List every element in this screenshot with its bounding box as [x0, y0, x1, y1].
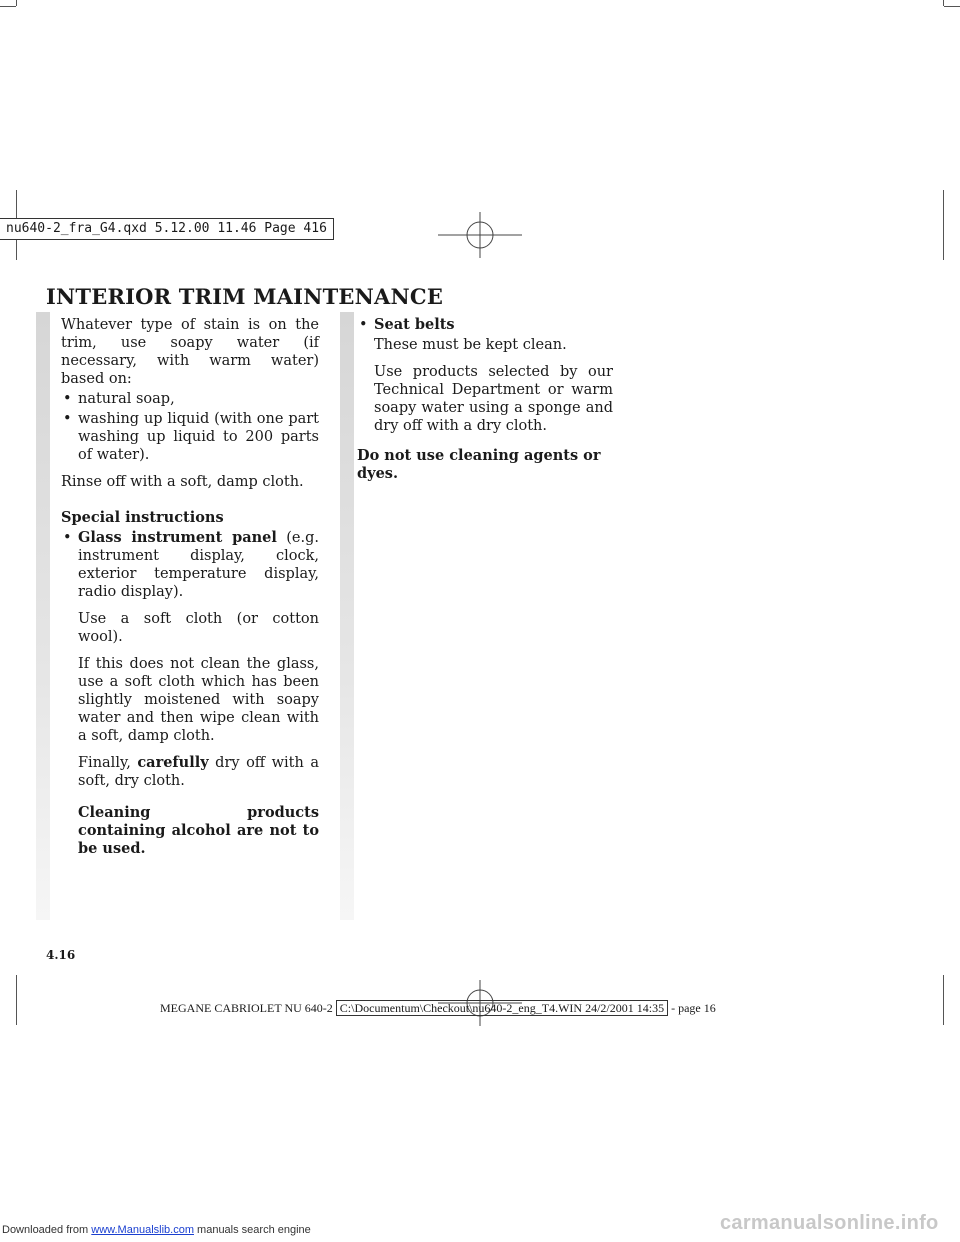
list-item [61, 410, 319, 464]
bullet-icon: • [63, 530, 72, 546]
right-column [357, 316, 613, 492]
special-instructions-heading: Special instructions [61, 509, 224, 526]
alcohol-warning: Cleaning products containing alcohol are not to be used. [78, 804, 319, 857]
manualslib-link[interactable]: www.Manualslib.com [91, 1224, 194, 1236]
margin-bar [340, 312, 354, 920]
download-suffix: manuals search engine [193, 1224, 311, 1236]
glass-panel-text: (e.g. instrument display, clock, exterior temperature display, radio display). [78, 530, 319, 600]
page-number: 4.16 [46, 948, 76, 962]
rinse-paragraph: Rinse off with a soft, damp cloth. [61, 474, 304, 490]
bullet-icon: • [63, 411, 72, 427]
watermark: carmanualsonline.info [720, 1212, 939, 1234]
footer-model: MEGANE CABRIOLET NU 640-2 [160, 1001, 333, 1015]
download-prefix: Downloaded from [2, 1224, 92, 1236]
crop-mark [0, 6, 16, 7]
finally-emphasis: carefully [137, 754, 209, 771]
kept-clean-paragraph: These must be kept clean. [374, 337, 567, 353]
list-item [61, 390, 319, 408]
glass-panel-label: Glass instrument panel [78, 529, 277, 546]
page-title: INTERIOR TRIM MAINTENANCE [46, 284, 444, 309]
crop-mark [16, 0, 17, 6]
footer-path: C:\Documentum\Checkout\nu640-2_eng_T4.WIN 24/2/2001 14:35 [336, 1000, 668, 1016]
seat-belts-label: Seat belts [374, 316, 455, 333]
list-item-text: washing up liquid (with one part washing up liquid to 200 parts of water). [78, 411, 319, 463]
crop-mark [944, 6, 960, 7]
crop-mark [943, 190, 944, 260]
crop-mark [943, 0, 944, 6]
print-slug: nu640-2_fra_G4.qxd 5.12.00 11.46 Page 416 [0, 218, 334, 240]
finally-suffix: dry off with a soft, dry cloth. [78, 755, 319, 789]
print-footer [160, 1001, 716, 1016]
crop-mark [16, 975, 17, 1025]
bullet-icon: • [359, 317, 368, 333]
list-item-text: natural soap, [78, 391, 175, 407]
glass-clean-paragraph: If this does not clean the glass, use a soft cloth which has been slightly moistened with soapy water and then wipe clean with a soft, damp cloth. [78, 656, 319, 744]
bullet-icon: • [63, 391, 72, 407]
finally-prefix: Finally, [78, 755, 138, 771]
products-paragraph: Use products selected by our Technical Department or warm soapy water using a sponge and dry off with a dry cloth. [374, 364, 613, 434]
margin-bar [36, 312, 50, 920]
registration-mark-icon [438, 212, 522, 258]
soft-cloth-paragraph: Use a soft cloth (or cotton wool). [78, 611, 319, 645]
download-notice [2, 1224, 311, 1236]
left-column [61, 316, 319, 867]
cleaning-agents-warning: Do not use cleaning agents or dyes. [357, 447, 601, 482]
list-item [357, 316, 613, 334]
list-item [61, 529, 319, 601]
finally-paragraph [61, 754, 319, 790]
footer-page: - page 16 [671, 1001, 716, 1015]
intro-paragraph: Whatever type of stain is on the trim, use soapy water (if necessary, with warm water) based on: [61, 317, 319, 387]
crop-mark [943, 975, 944, 1025]
